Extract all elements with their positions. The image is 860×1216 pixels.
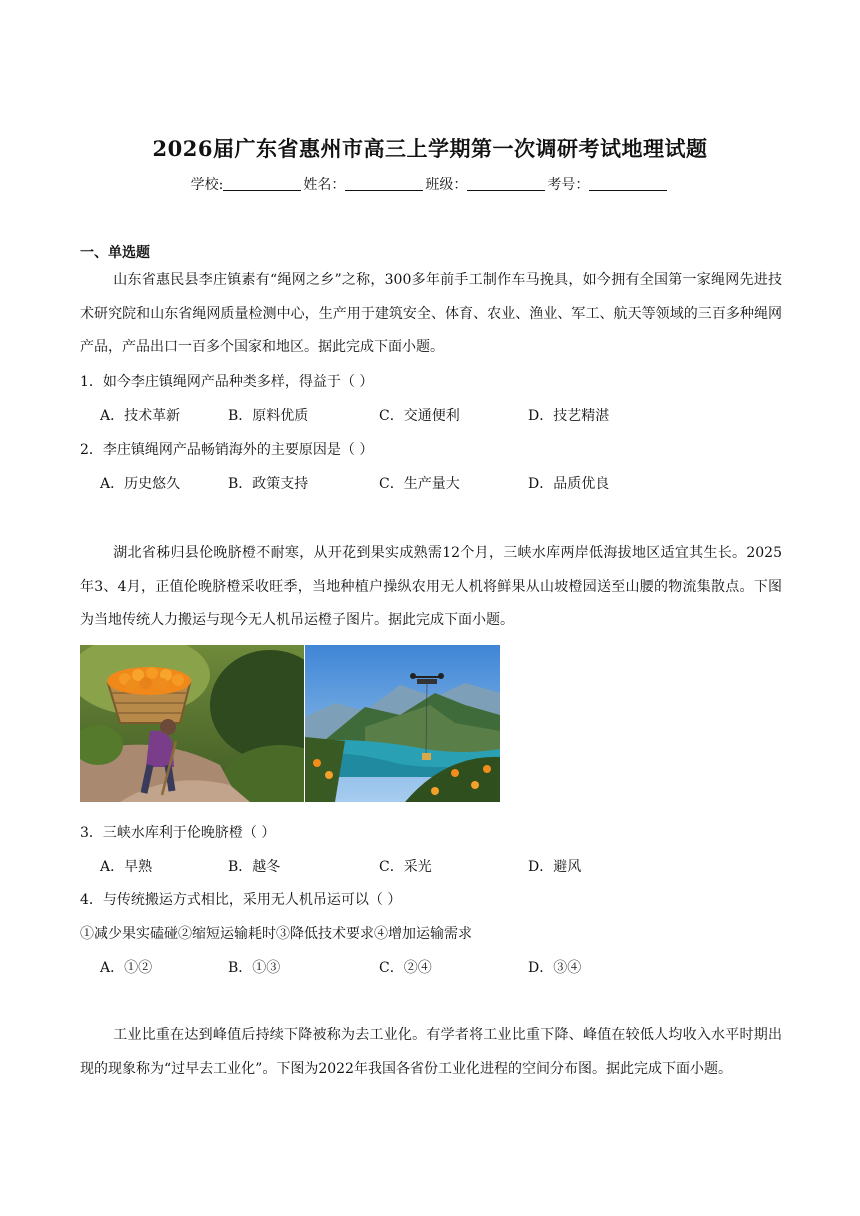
q1-option-b[interactable]: B．原料优质 [228, 408, 309, 424]
question-3-stem: 3．三峡水库利于伦晚脐橙（ ） [80, 825, 276, 841]
q2-option-b[interactable]: B．政策支持 [228, 476, 309, 492]
photo-manual-carrying [80, 645, 304, 802]
school-label: 学校: [190, 177, 224, 193]
question-4-choices: ①减少果实磕碰②缩短运输耗时③降低技术要求④增加运输需求 [80, 926, 472, 942]
q4-option-b[interactable]: B．①③ [228, 960, 281, 976]
manual-carrying-image [80, 645, 304, 802]
q2-option-d[interactable]: D．品质优良 [528, 476, 610, 492]
exam-no-blank[interactable] [589, 176, 667, 191]
passage-2-text: 湖北省秭归县伦晚脐橙不耐寒，从开花到果实成熟需12个月，三峡水库两岸低海拔地区适宜其生长。2025年3、4月，正值伦晚脐橙采收旺季，当地种植户操纵农用无人机将鲜果从山坡橙园送至山腰的物流集散点。下图为当地传统人力搬运与现今无人机吊运橙子图片。据此完成下面小题。 [80, 545, 782, 628]
q4-option-c[interactable]: C．②④ [379, 960, 432, 976]
q3-option-b[interactable]: B．越冬 [228, 859, 281, 875]
drone-transport-image [305, 645, 500, 802]
document-title: 2026届广东省惠州市高三上学期第一次调研考试地理试题 [152, 136, 708, 161]
exam-no-label: 考号： [547, 177, 590, 193]
q3-option-d[interactable]: D．避风 [528, 859, 582, 875]
q1-option-d[interactable]: D．技艺精湛 [528, 408, 610, 424]
passage-3 [80, 1019, 782, 1086]
q4-option-d[interactable]: D．③④ [528, 960, 582, 976]
q3-option-a[interactable]: A．早熟 [100, 859, 153, 875]
question-2-stem: 2．李庄镇绳网产品畅销海外的主要原因是（ ） [80, 442, 374, 458]
class-label: 班级： [425, 177, 468, 193]
passage-1 [80, 264, 782, 365]
q1-option-c[interactable]: C．交通便利 [379, 408, 460, 424]
passage-3-text: 工业比重在达到峰值后持续下降被称为去工业化。有学者将工业比重下降、峰值在较低人均收入水平时期出现的现象称为“过早去工业化”。下图为2022年我国各省份工业化进程的空间分布图。据此完成下面小题。 [80, 1027, 782, 1077]
student-info-line [0, 174, 860, 194]
section-heading: 一、单选题 [80, 245, 150, 261]
q4-option-a[interactable]: A．①② [100, 960, 153, 976]
q1-option-a[interactable]: A．技术革新 [100, 408, 181, 424]
photo-drone-transport [305, 645, 500, 802]
school-blank[interactable] [223, 176, 301, 191]
question-4-stem: 4．与传统搬运方式相比，采用无人机吊运可以（ ） [80, 892, 402, 908]
name-blank[interactable] [345, 176, 423, 191]
q3-option-c[interactable]: C．采光 [379, 859, 432, 875]
passage-2 [80, 537, 782, 638]
name-label: 姓名： [303, 177, 346, 193]
q2-option-a[interactable]: A．历史悠久 [100, 476, 181, 492]
question-1-stem: 1．如今李庄镇绳网产品种类多样，得益于（ ） [80, 374, 374, 390]
passage-1-text: 山东省惠民县李庄镇素有“绳网之乡”之称，300多年前手工制作车马挽具，如今拥有全国第一家绳网先进技术研究院和山东省绳网质量检测中心，生产用于建筑安全、体育、农业、渔业、军工、航天等领域的三百多种绳网产品，产品出口一百多个国家和地区。据此完成下面小题。 [80, 272, 782, 355]
class-blank[interactable] [467, 176, 545, 191]
q2-option-c[interactable]: C．生产量大 [379, 476, 460, 492]
